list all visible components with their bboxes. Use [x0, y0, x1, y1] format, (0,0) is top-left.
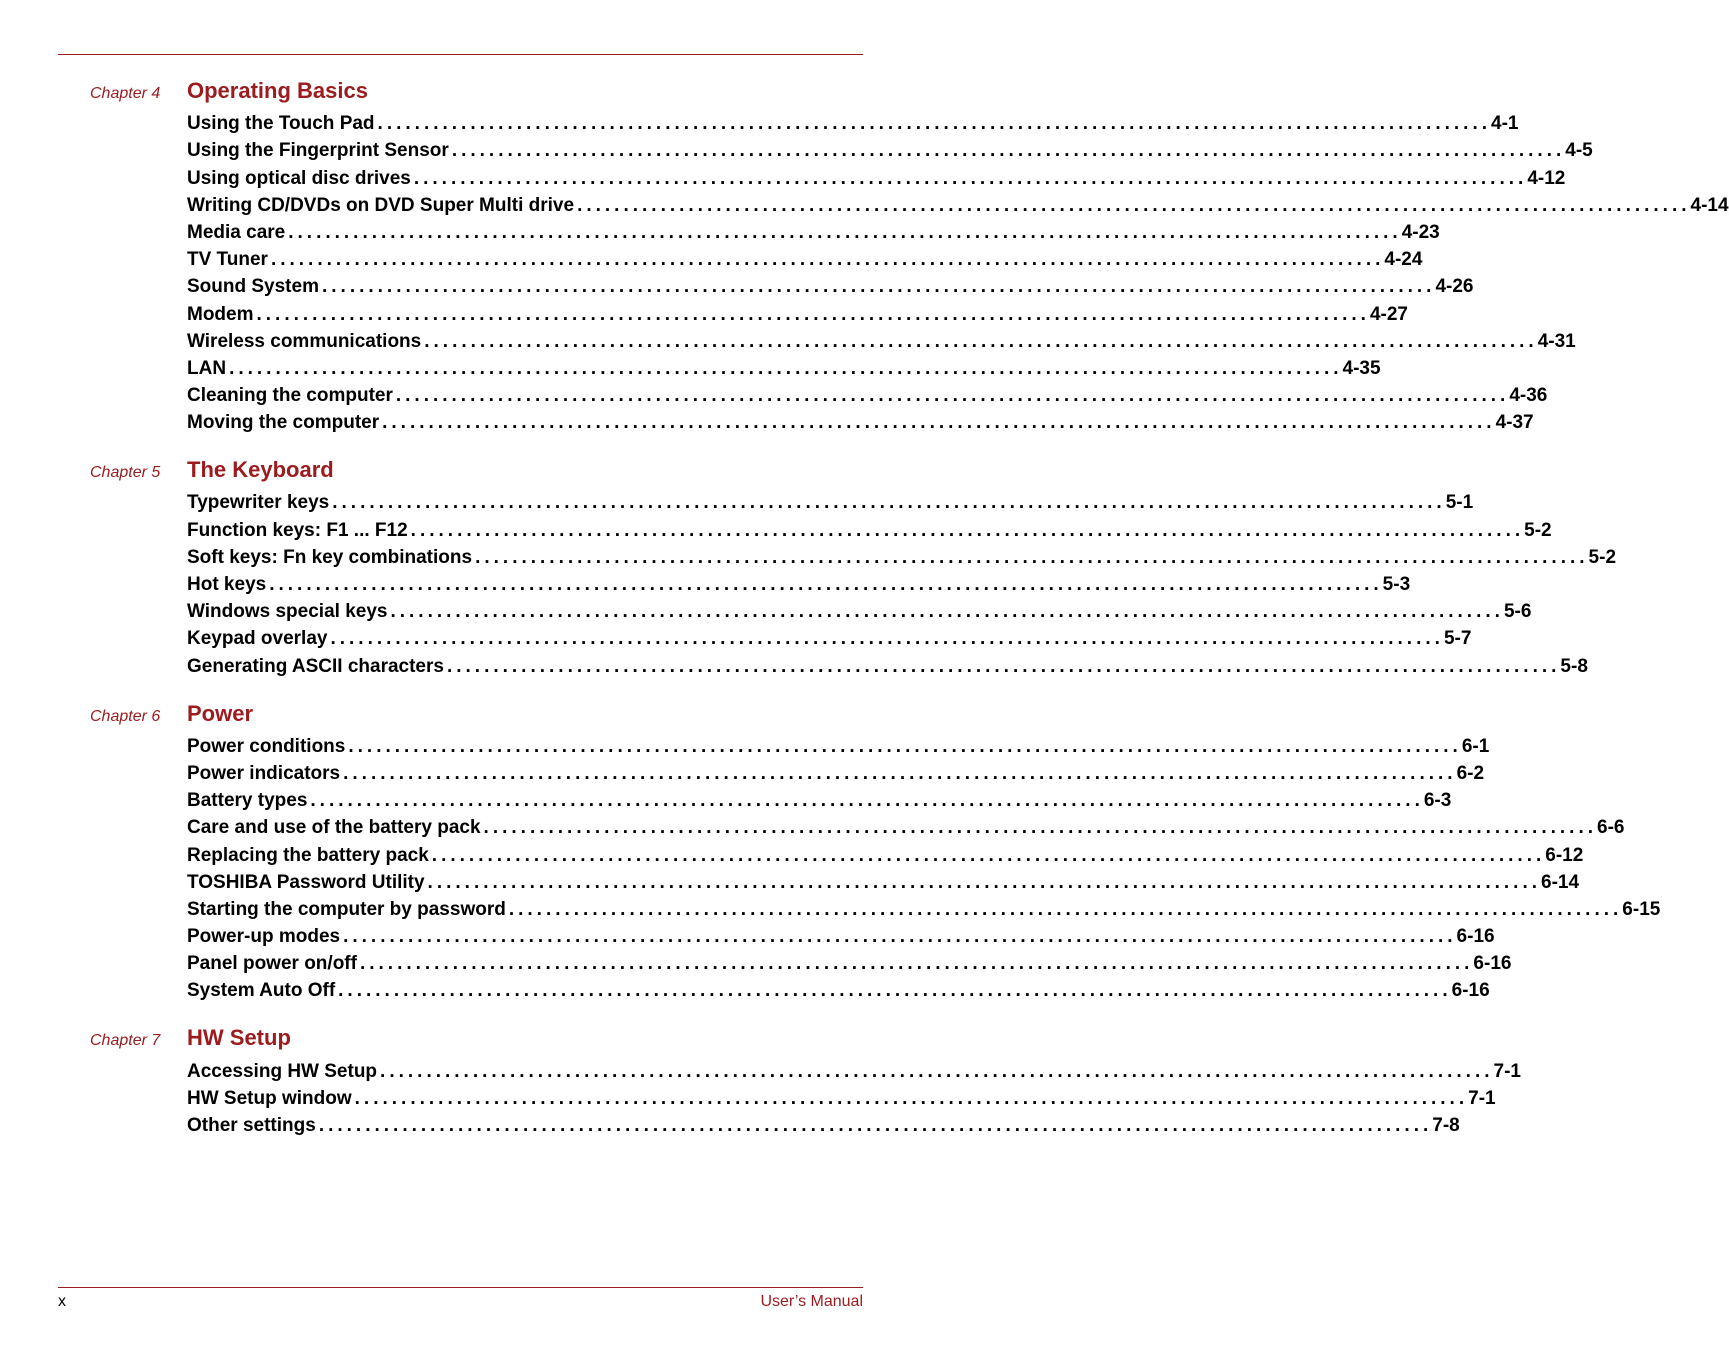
toc-entry-page: 4-5 [1565, 140, 1593, 162]
toc-entry-page: 6-16 [1473, 953, 1512, 975]
chapter-heading [0, 457, 954, 487]
toc-entry-page: 6-15 [1622, 898, 1661, 920]
chapter-title[interactable]: Operating Basics [187, 78, 368, 103]
toc-entry[interactable] [187, 162, 1566, 189]
toc-entry[interactable] [187, 487, 1474, 514]
dot-leader: ........................................................................................................................ [270, 249, 1385, 271]
toc-entry-page: 4-14 [1690, 194, 1729, 216]
toc-entry-label: HW Setup window [187, 1087, 352, 1109]
toc-entry[interactable] [187, 1110, 1460, 1137]
toc-entry-label: TV Tuner [187, 249, 268, 271]
toc-entry-label: Using the Touch Pad [187, 113, 375, 135]
toc-entry-label: Other settings [187, 1115, 316, 1136]
toc-entry-page: 7-1 [1468, 1087, 1496, 1109]
toc-entry-label: Power-up modes [187, 926, 341, 948]
toc-entry[interactable] [187, 298, 1408, 325]
toc-entry-label: Sound System [187, 276, 319, 298]
dot-leader: ........................................................................................................................ [508, 898, 1623, 920]
toc-entry[interactable] [187, 839, 1584, 866]
chapter-heading [0, 78, 954, 108]
toc-entry-page: 6-14 [1541, 871, 1580, 893]
toc-entry-page: 4-36 [1509, 385, 1548, 407]
dot-leader: ........................................................................................................................ [321, 276, 1436, 298]
toc-entry-page: 7-1 [1493, 1060, 1521, 1082]
toc-entry-page: 6-2 [1456, 762, 1485, 784]
toc-entry-label: Wireless communications [187, 330, 422, 352]
toc-entry[interactable] [187, 108, 1519, 135]
toc-entry-page: 5-1 [1445, 492, 1474, 514]
toc-entry-page: 6-16 [1456, 926, 1495, 948]
chapter-title[interactable]: The Keyboard [187, 457, 334, 483]
toc-entry[interactable] [187, 217, 1440, 244]
dot-leader: ........................................................................................................................ [343, 926, 1457, 948]
toc-entry-page: 4-27 [1369, 303, 1408, 325]
toc-entry-page: 6-1 [1461, 735, 1490, 757]
toc-entry[interactable] [187, 894, 1661, 921]
dot-leader: ........................................................................................................................ [343, 762, 1457, 784]
toc-entry-label: Windows special keys [187, 601, 388, 623]
toc-entry-page: 6-3 [1423, 790, 1452, 812]
toc-entry-page: 5-3 [1382, 574, 1411, 595]
dot-leader: ........................................................................................................................ [332, 492, 1446, 514]
chapter-section [0, 78, 1729, 434]
dot-leader: ........................................................................................................................ [390, 601, 1504, 623]
dot-leader: ........................................................................................................................ [577, 194, 1691, 216]
toc-entry-label: Keypad overlay [187, 628, 328, 650]
chapter-title[interactable]: HW Setup [187, 1025, 291, 1051]
dot-leader: ........................................................................................................................ [410, 519, 1525, 541]
dot-leader: ........................................................................................................................ [269, 574, 1383, 595]
toc-entry[interactable] [187, 731, 1490, 758]
toc-entry[interactable] [187, 596, 1532, 623]
dot-leader: ........................................................................................................................ [310, 790, 1424, 812]
toc-entry-label: Typewriter keys [187, 492, 330, 514]
footer-rule [58, 1287, 863, 1288]
toc-entry[interactable] [187, 650, 1588, 677]
toc-entry-page: 4-26 [1435, 276, 1474, 298]
toc-entry-page: 5-6 [1503, 601, 1532, 623]
chapter-heading [0, 701, 954, 731]
toc-entry[interactable] [187, 514, 1552, 541]
dot-leader: ........................................................................................................................ [354, 1087, 1469, 1109]
toc-entry-label: Moving the computer [187, 412, 380, 434]
dot-leader: ........................................................................................................................ [427, 871, 1542, 893]
toc-entry[interactable] [187, 326, 1576, 353]
dot-leader: ........................................................................................................................ [288, 221, 1402, 243]
toc-entry[interactable] [187, 867, 1580, 894]
toc-entry-label: Power conditions [187, 735, 346, 757]
dot-leader: ........................................................................................................................ [330, 628, 1444, 650]
chapter-number: Chapter 5 [90, 464, 161, 482]
chapter-section [0, 1025, 1521, 1137]
header-rule [58, 54, 863, 55]
toc-entry[interactable] [187, 244, 1423, 271]
dot-leader: ........................................................................................................................ [413, 167, 1528, 189]
dot-leader: ........................................................................................................................ [256, 303, 1370, 325]
toc-entry[interactable] [187, 135, 1593, 162]
dot-leader: ........................................................................................................................ [338, 980, 1452, 1002]
toc-entry-label: Accessing HW Setup [187, 1060, 378, 1082]
chapter-number: Chapter 7 [90, 1032, 161, 1050]
dot-leader: ........................................................................................................................ [431, 844, 1546, 866]
toc-entry[interactable] [187, 948, 1512, 975]
toc-entry[interactable] [187, 758, 1485, 785]
chapter-section [0, 700, 1661, 1003]
toc-entry-label: Soft keys: Fn key combinations [187, 546, 473, 568]
toc-entry-label: TOSHIBA Password Utility [187, 871, 425, 893]
toc-entry-page: 4-12 [1527, 167, 1566, 189]
toc-entry-label: Using optical disc drives [187, 167, 411, 189]
chapter-heading [0, 1025, 954, 1055]
dot-leader: ........................................................................................................................ [318, 1115, 1433, 1136]
toc-entry-page: 5-8 [1560, 655, 1588, 677]
footer-manual-title: User’s Manual [760, 1293, 863, 1310]
toc-entry-page: 5-7 [1443, 628, 1472, 650]
dot-leader: ........................................................................................................................ [382, 412, 1496, 434]
table-of-contents [0, 78, 1729, 1160]
chapter-title[interactable]: Power [187, 700, 254, 726]
dot-leader: ........................................................................................................................ [348, 735, 1462, 757]
toc-entry[interactable] [187, 921, 1495, 948]
toc-entry-label: Power indicators [187, 762, 341, 784]
toc-entry-label: Media care [187, 221, 286, 243]
toc-entry-page: 6-12 [1545, 844, 1584, 866]
toc-entry-page: 4-23 [1401, 221, 1440, 243]
toc-entry-label: Writing CD/DVDs on DVD Super Multi drive [187, 194, 575, 216]
toc-entry[interactable] [187, 785, 1452, 812]
toc-entry-label: Care and use of the battery pack [187, 817, 481, 839]
toc-entry-page: 4-31 [1537, 330, 1576, 352]
toc-entry[interactable] [187, 353, 1381, 380]
toc-entry[interactable] [187, 1083, 1496, 1110]
dot-leader: ........................................................................................................................ [446, 655, 1561, 677]
toc-entry[interactable] [187, 569, 1411, 596]
toc-entry-label: Using the Fingerprint Sensor [187, 140, 449, 162]
toc-entry-label: Function keys: F1 ... F12 [187, 519, 408, 541]
chapter-number: Chapter 6 [90, 707, 161, 725]
toc-entry-label: Starting the computer by password [187, 898, 506, 920]
dot-leader: ........................................................................................................................ [377, 113, 1492, 135]
toc-entry-page: 4-37 [1495, 412, 1534, 434]
toc-entry-page: 6-6 [1597, 817, 1625, 839]
dot-leader: ........................................................................................................................ [424, 330, 1538, 352]
dot-leader: ........................................................................................................................ [359, 953, 1474, 975]
toc-entry[interactable] [187, 975, 1490, 1002]
toc-entry-page: 6-16 [1451, 980, 1490, 1002]
toc-entry-label: Modem [187, 303, 254, 325]
toc-entry-page: 5-2 [1524, 519, 1552, 541]
toc-entry-page: 4-24 [1384, 249, 1423, 271]
toc-entry-page: 4-1 [1491, 113, 1519, 135]
toc-entry[interactable] [187, 380, 1548, 407]
toc-entry-page: 5-2 [1588, 546, 1617, 568]
toc-entry-label: Generating ASCII characters [187, 655, 444, 677]
chapter-number: Chapter 4 [90, 85, 161, 102]
toc-entry[interactable] [187, 271, 1474, 298]
toc-entry[interactable] [187, 190, 1729, 217]
chapter-section [0, 457, 1617, 677]
toc-entry[interactable] [187, 542, 1617, 569]
dot-leader: ........................................................................................................................ [451, 140, 1566, 162]
dot-leader: ........................................................................................................................ [229, 357, 1343, 379]
toc-entry[interactable] [187, 623, 1472, 650]
toc-entry-label: Hot keys [187, 574, 267, 595]
toc-entry[interactable] [187, 407, 1534, 434]
dot-leader: ........................................................................................................................ [380, 1060, 1494, 1082]
footer-page-number: x [58, 1293, 66, 1310]
toc-entry-label: Replacing the battery pack [187, 844, 429, 866]
toc-entry-page: 7-8 [1432, 1115, 1460, 1136]
toc-entry-label: System Auto Off [187, 980, 336, 1002]
toc-entry-label: Panel power on/off [187, 953, 357, 975]
dot-leader: ........................................................................................................................ [475, 546, 1589, 568]
toc-entry[interactable] [187, 1055, 1521, 1082]
toc-entry-page: 4-35 [1342, 357, 1381, 379]
dot-leader: ........................................................................................................................ [395, 385, 1510, 407]
toc-entry-label: Cleaning the computer [187, 385, 393, 407]
toc-entry[interactable] [187, 812, 1625, 839]
toc-entry-label: LAN [187, 357, 227, 379]
dot-leader: ........................................................................................................................ [483, 817, 1598, 839]
toc-entry-label: Battery types [187, 790, 308, 812]
